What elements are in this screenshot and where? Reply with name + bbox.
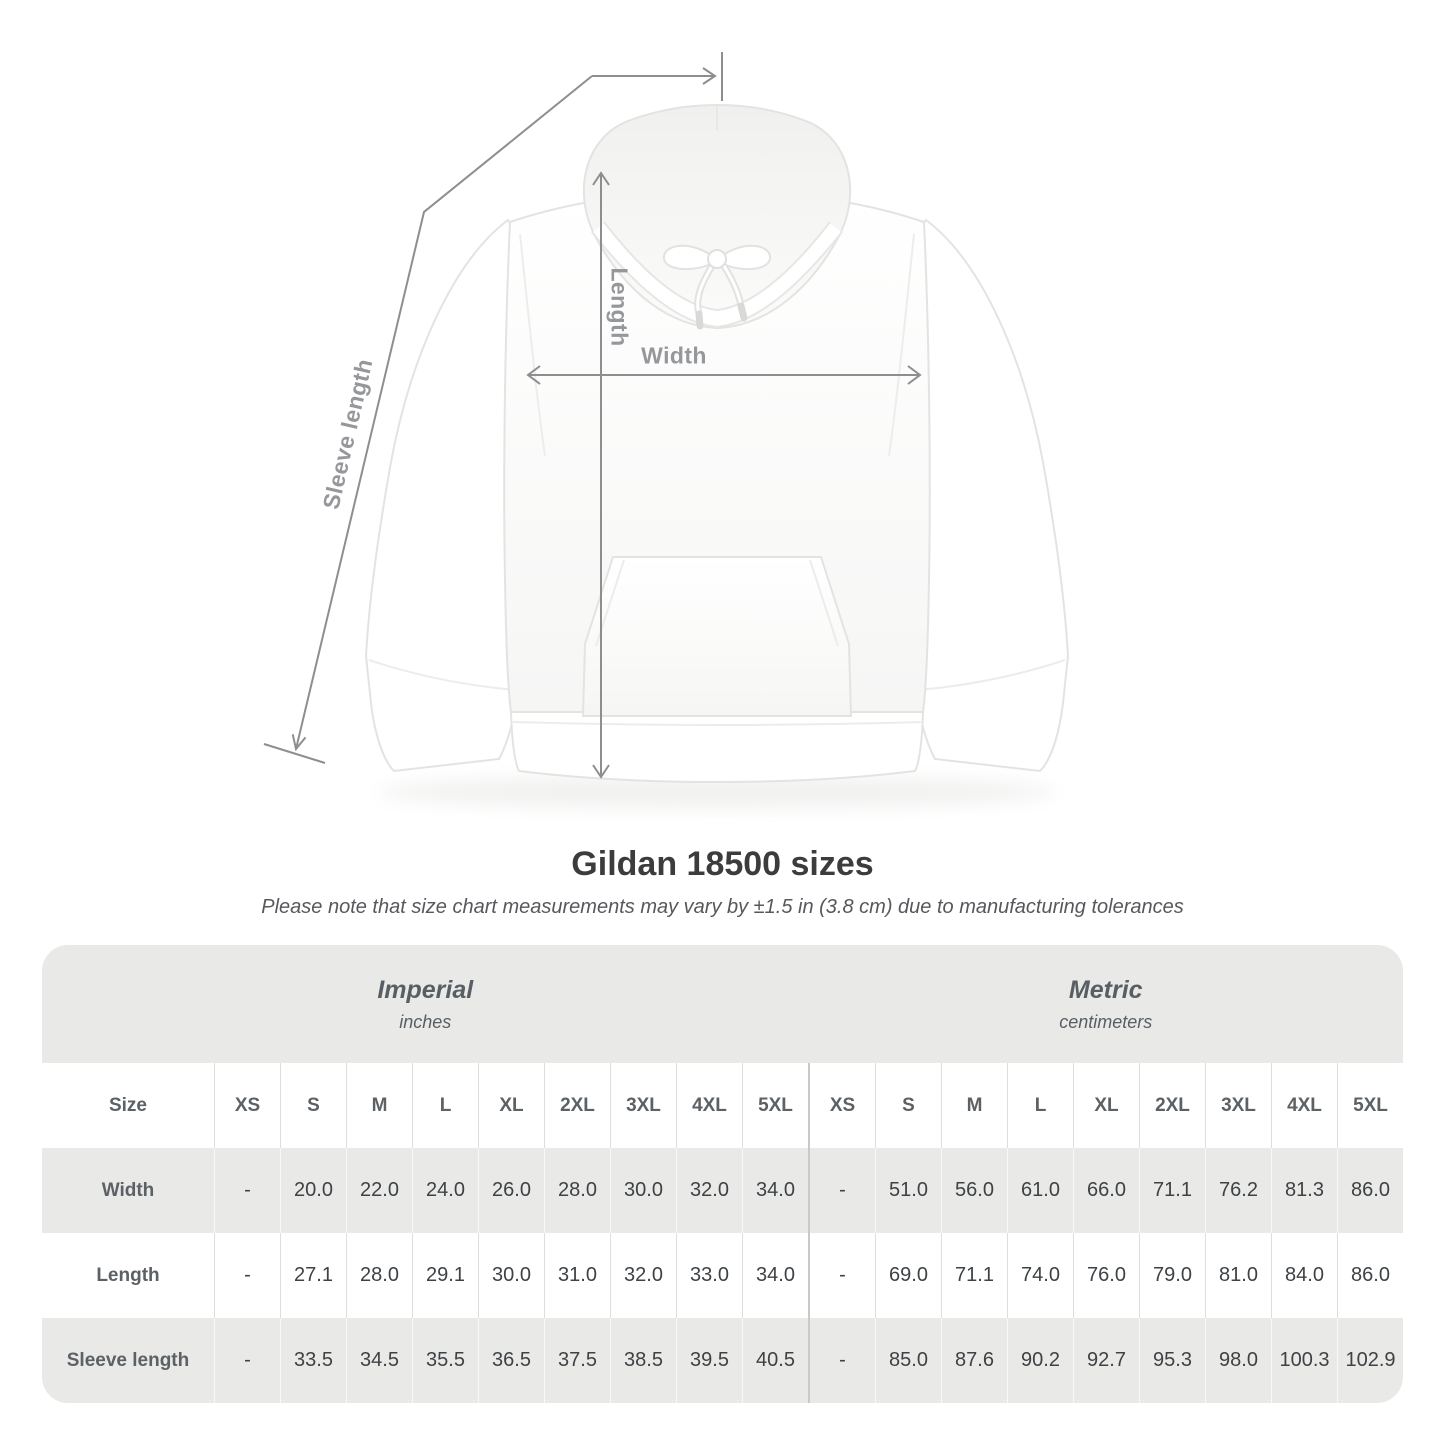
size-col-header: 2XL	[544, 1063, 610, 1148]
size-value-cell: -	[808, 1233, 875, 1318]
size-value-cell: 33.5	[280, 1318, 346, 1403]
size-col-header: 4XL	[676, 1063, 742, 1148]
size-table	[42, 945, 1403, 1403]
size-value-cell: 79.0	[1139, 1233, 1205, 1318]
size-value-cell: 30.0	[610, 1148, 676, 1233]
imperial-header	[42, 945, 809, 1063]
size-col-header: XS	[214, 1063, 280, 1148]
length-label: Length	[606, 267, 633, 347]
size-value-cell: 71.1	[941, 1233, 1007, 1318]
size-col-header: M	[941, 1063, 1007, 1148]
size-value-cell: 56.0	[941, 1148, 1007, 1233]
size-value-cell: 28.0	[544, 1148, 610, 1233]
size-value-cell: 51.0	[875, 1148, 941, 1233]
size-col-header: M	[346, 1063, 412, 1148]
size-value-cell: 28.0	[346, 1233, 412, 1318]
size-col-header: L	[412, 1063, 478, 1148]
tolerance-note: Please note that size chart measurements may vary by ±1.5 in (3.8 cm) due to manufacturing tolerances	[261, 896, 1184, 918]
size-value-cell: 37.5	[544, 1318, 610, 1403]
size-value-cell: 90.2	[1007, 1318, 1073, 1403]
imperial-unit: inches	[399, 1011, 452, 1032]
size-value-cell: -	[808, 1318, 875, 1403]
size-value-cell: 74.0	[1007, 1233, 1073, 1318]
size-col-header: 4XL	[1271, 1063, 1337, 1148]
size-value-cell: 76.0	[1073, 1233, 1139, 1318]
page-title: Gildan 18500 sizes	[571, 845, 874, 883]
size-value-cell: 27.1	[280, 1233, 346, 1318]
row-label: Length	[96, 1264, 160, 1286]
imperial-title: Imperial	[377, 975, 474, 1004]
size-value-cell: 26.0	[478, 1148, 544, 1233]
size-value-cell: 95.3	[1139, 1318, 1205, 1403]
size-value-cell: 33.0	[676, 1233, 742, 1318]
size-value-cell: 38.5	[610, 1318, 676, 1403]
size-value-cell: 22.0	[346, 1148, 412, 1233]
size-col-header: 5XL	[1337, 1063, 1403, 1148]
size-value-cell: 76.2	[1205, 1148, 1271, 1233]
metric-header	[809, 945, 1404, 1063]
size-value-cell: -	[214, 1318, 280, 1403]
size-value-cell: 92.7	[1073, 1318, 1139, 1403]
size-value-cell: 86.0	[1337, 1148, 1403, 1233]
size-col-header: S	[875, 1063, 941, 1148]
size-value-cell: 69.0	[875, 1233, 941, 1318]
size-value-cell: 34.5	[346, 1318, 412, 1403]
hoodie-garment	[366, 105, 1068, 782]
size-col-header: XL	[478, 1063, 544, 1148]
size-value-cell: 35.5	[412, 1318, 478, 1403]
width-label: Width	[641, 342, 707, 369]
size-value-cell: 71.1	[1139, 1148, 1205, 1233]
size-value-cell: 34.0	[742, 1148, 808, 1233]
row-label: Width	[101, 1179, 155, 1201]
unit-system-header	[42, 945, 1403, 1063]
metric-unit: centimeters	[1059, 1011, 1153, 1032]
size-col-header: 3XL	[1205, 1063, 1271, 1148]
size-col-header: 5XL	[742, 1063, 808, 1148]
size-col-header: XL	[1073, 1063, 1139, 1148]
size-value-cell: -	[214, 1148, 280, 1233]
size-value-cell: 81.3	[1271, 1148, 1337, 1233]
size-col-header: XS	[808, 1063, 875, 1148]
size-value-cell: -	[214, 1233, 280, 1318]
size-value-cell: 34.0	[742, 1233, 808, 1318]
size-col-header: L	[1007, 1063, 1073, 1148]
size-value-cell: 31.0	[544, 1233, 610, 1318]
size-header-row	[42, 1063, 1403, 1148]
size-table-rows	[42, 1063, 1403, 1403]
size-value-cell: 61.0	[1007, 1148, 1073, 1233]
size-value-cell: 30.0	[478, 1233, 544, 1318]
size-col-header: S	[280, 1063, 346, 1148]
size-value-cell: -	[808, 1148, 875, 1233]
size-value-cell: 100.3	[1271, 1318, 1337, 1403]
size-value-cell: 32.0	[676, 1148, 742, 1233]
size-value-cell: 20.0	[280, 1148, 346, 1233]
size-value-cell: 85.0	[875, 1318, 941, 1403]
size-col-header: 3XL	[610, 1063, 676, 1148]
size-value-cell: 84.0	[1271, 1233, 1337, 1318]
size-value-cell: 87.6	[941, 1318, 1007, 1403]
size-value-cell: 98.0	[1205, 1318, 1271, 1403]
size-value-cell: 86.0	[1337, 1233, 1403, 1318]
size-value-cell: 81.0	[1205, 1233, 1271, 1318]
size-value-cell: 66.0	[1073, 1148, 1139, 1233]
sleeve-length-label: Sleeve length	[317, 356, 378, 512]
size-value-cell: 24.0	[412, 1148, 478, 1233]
table-row	[42, 1233, 1403, 1318]
row-label: Sleeve length	[66, 1349, 190, 1371]
size-value-cell: 32.0	[610, 1233, 676, 1318]
table-row	[42, 1318, 1403, 1403]
size-value-cell: 102.9	[1337, 1318, 1403, 1403]
table-row	[42, 1148, 1403, 1233]
size-column-title: Size	[108, 1094, 148, 1116]
size-value-cell: 29.1	[412, 1233, 478, 1318]
size-value-cell: 39.5	[676, 1318, 742, 1403]
hoodie-pocket	[583, 557, 851, 716]
metric-title: Metric	[1068, 975, 1143, 1004]
size-value-cell: 36.5	[478, 1318, 544, 1403]
size-col-header: 2XL	[1139, 1063, 1205, 1148]
size-value-cell: 40.5	[742, 1318, 808, 1403]
